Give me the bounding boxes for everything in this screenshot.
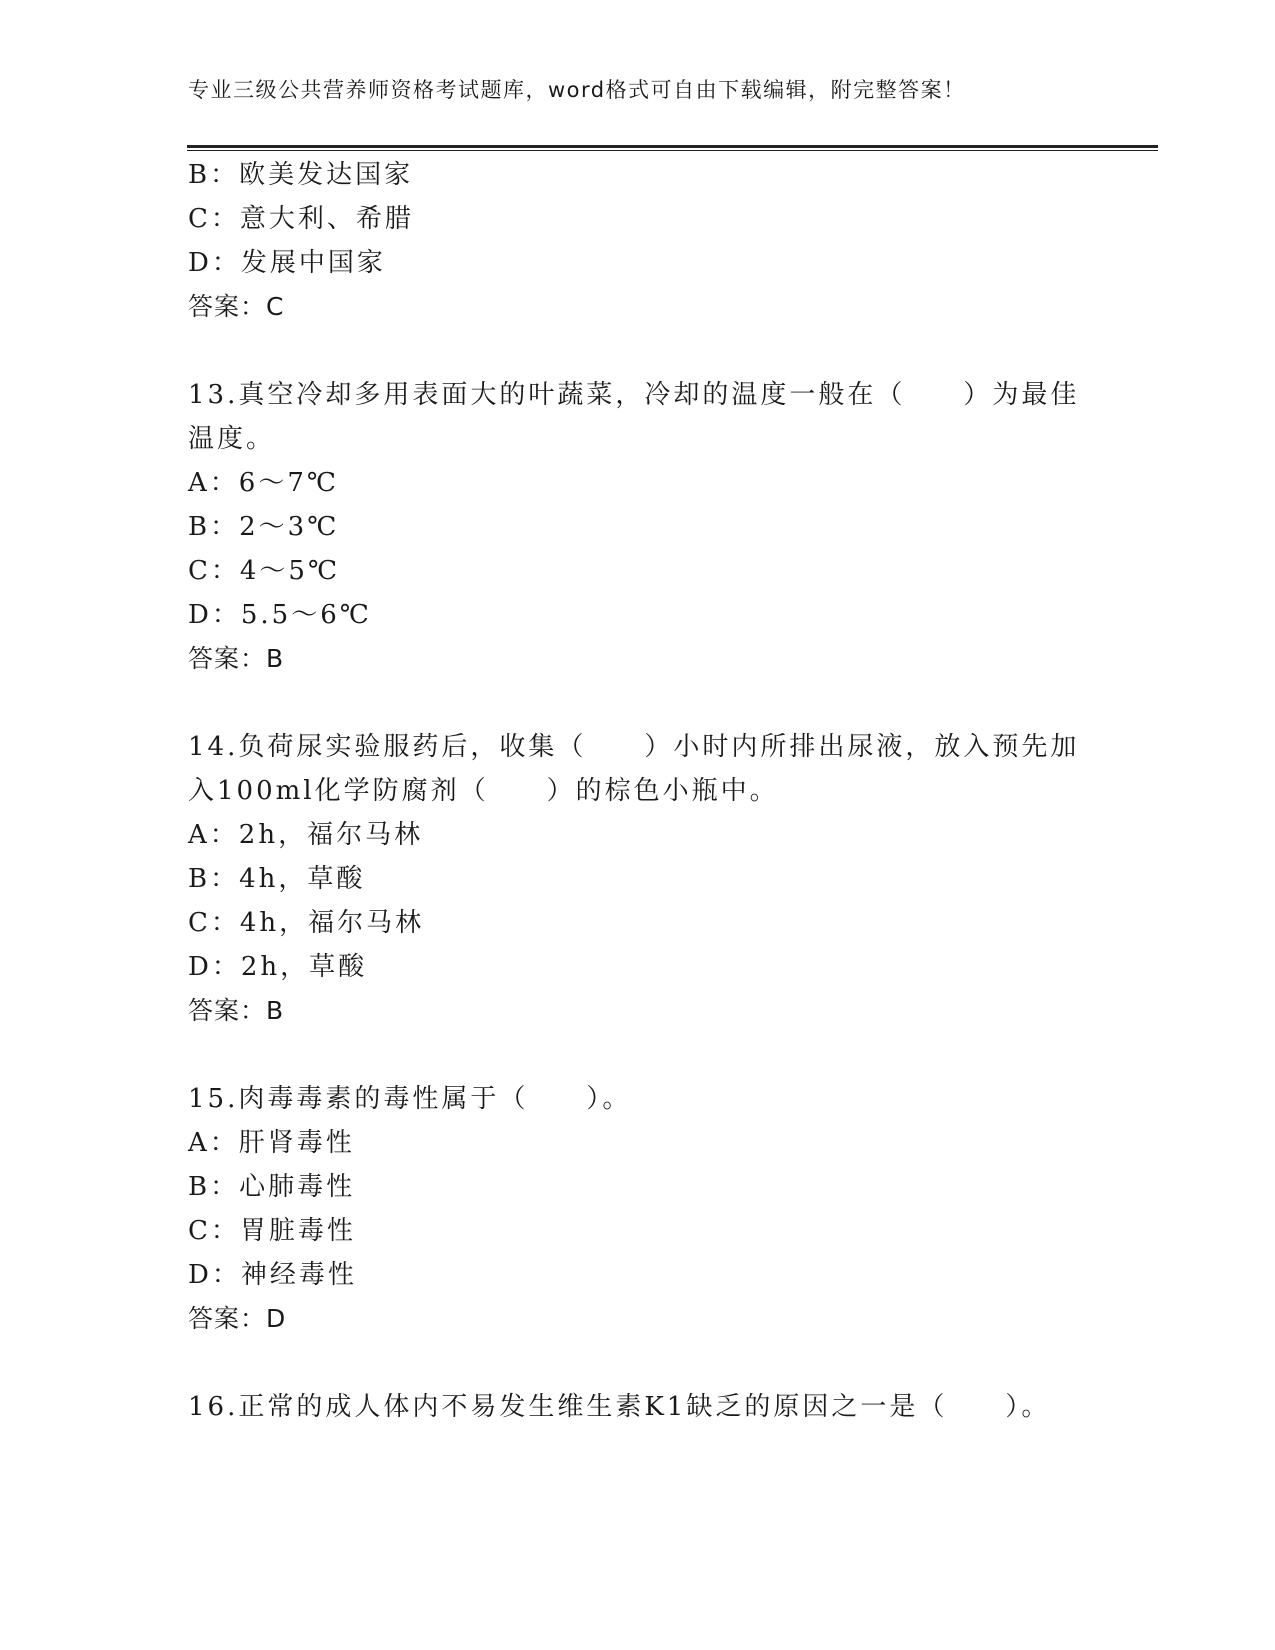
q12-answer: 答案：C <box>188 292 285 321</box>
q14-stem-line1: 14.负荷尿实验服药后，收集（ ）小时内所排出尿液，放入预先加 <box>188 732 1080 762</box>
q12-option-c: C：意大利、希腊 <box>188 204 414 234</box>
q13-stem-line2: 温度。 <box>188 424 276 454</box>
header-divider <box>187 145 1158 151</box>
q13-option-d: D：5.5～6℃ <box>188 600 372 630</box>
q12-option-b: B：欧美发达国家 <box>188 160 414 190</box>
q12-option-d: D：发展中国家 <box>188 248 386 278</box>
q14-option-a: A：2h，福尔马林 <box>188 820 424 850</box>
q15-option-a: A：肝肾毒性 <box>188 1128 355 1158</box>
q15-answer: 答案：D <box>188 1304 287 1333</box>
q13-option-a: A：6～7℃ <box>188 468 339 498</box>
q15-option-d: D：神经毒性 <box>188 1260 357 1290</box>
q15-option-b: B：心肺毒性 <box>188 1172 356 1202</box>
q13-answer: 答案：B <box>188 644 285 673</box>
q13-option-b: B：2～3℃ <box>188 512 340 542</box>
page-header: 专业三级公共营养师资格考试题库，word格式可自由下载编辑，附完整答案！ <box>188 78 966 102</box>
q15-stem-line1: 15.肉毒毒素的毒性属于（ ）。 <box>188 1084 632 1114</box>
q14-answer: 答案：B <box>188 996 285 1025</box>
q13-stem-line1: 13.真空冷却多用表面大的叶蔬菜，冷却的温度一般在（ ）为最佳 <box>188 380 1080 410</box>
q14-option-c: C：4h，福尔马林 <box>188 908 425 938</box>
q14-option-d: D：2h，草酸 <box>188 952 368 982</box>
q15-option-c: C：胃脏毒性 <box>188 1216 356 1246</box>
q16-stem-line1: 16.正常的成人体内不易发生维生素K1缺乏的原因之一是（ ）。 <box>188 1392 1051 1422</box>
q14-stem-line2: 入100ml化学防腐剂（ ）的棕色小瓶中。 <box>188 776 779 806</box>
q14-option-b: B：4h，草酸 <box>188 864 366 894</box>
q13-option-c: C：4～5℃ <box>188 556 341 586</box>
